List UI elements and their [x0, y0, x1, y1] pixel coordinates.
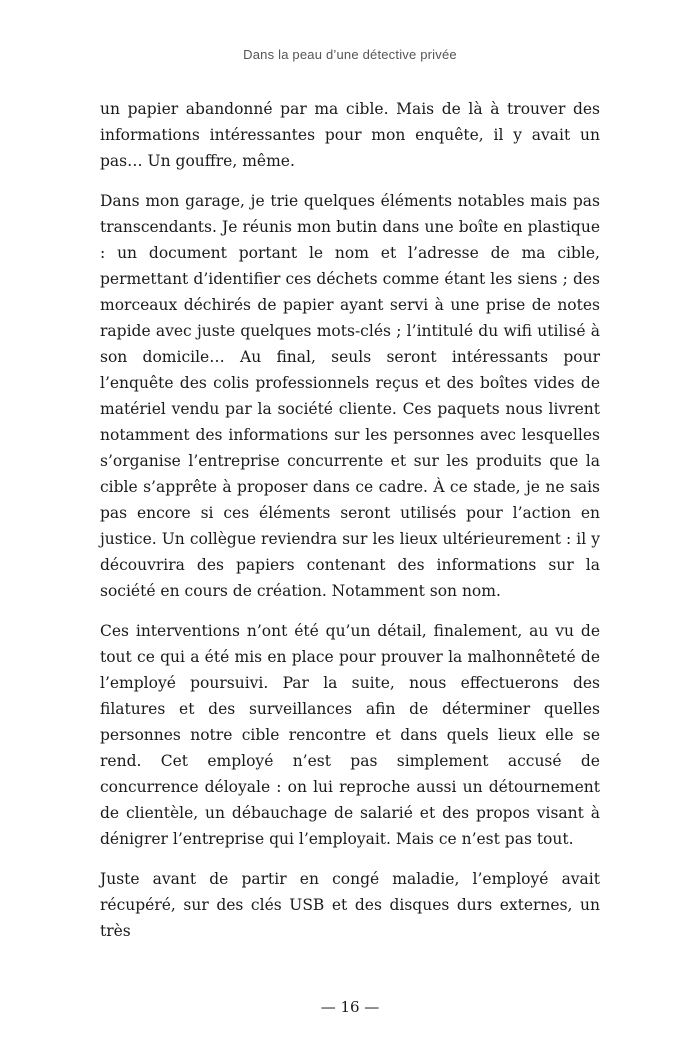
- paragraph-3: Ces interventions n’ont été qu’un détail, finalement, au vu de tout ce qui a été mis en place pour prouver la malhonnêteté de l’employé poursuivi. Par la suite, nous effectuerons des filatures et des surveillances afin de déterminer quelles personnes notre cible rencontre et dans quels lieux elle se rend. Cet employé n’est pas simplement accusé de concurrence déloyale : on lui reproche aussi un détournement de clientèle, un débauchage de salarié et des propos visant à dénigrer l’entreprise qui l’employait. Mais ce n’est pas tout.: [100, 622, 600, 848]
- page-number: — 16 —: [320, 998, 380, 1016]
- page-body: [100, 96, 600, 958]
- paragraph-1: un papier abandonné par ma cible. Mais de là à trouver des informations intéressantes pour mon enquête, il y avait un pas… Un gouffre, même.: [100, 100, 600, 170]
- running-header: Dans la peau d’une détective privée: [243, 47, 457, 62]
- paragraph-2: Dans mon garage, je trie quelques éléments notables mais pas transcendants. Je réunis mon butin dans une boîte en plastique : un document portant le nom et l’adresse de ma cible, permettant d’identifier ces déchets comme étant les siens ; des morceaux déchirés de papier ayant servi à une prise de notes rapide avec juste quelques mots-clés ; l’intitulé du wifi utilisé à son domicile… Au final, seuls seront intéressants pour l’enquête des colis professionnels reçus et des boîtes vides de matériel vendu par la société cliente. Ces paquets nous livrent notamment des informations sur les personnes avec lesquelles s’organise l’entreprise concurrente et sur les produits que la cible s’apprête à proposer dans ce cadre. À ce stade, je ne sais pas encore si ces éléments seront utilisés pour l’action en justice. Un collègue reviendra sur les lieux ultérieurement : il y découvrira des papiers contenant des informations sur la société en cours de création. Notamment son nom.: [100, 192, 600, 600]
- paragraph-4: Juste avant de partir en congé maladie, l’employé avait récupéré, sur des clés USB et des disques durs externes, un très: [100, 870, 600, 940]
